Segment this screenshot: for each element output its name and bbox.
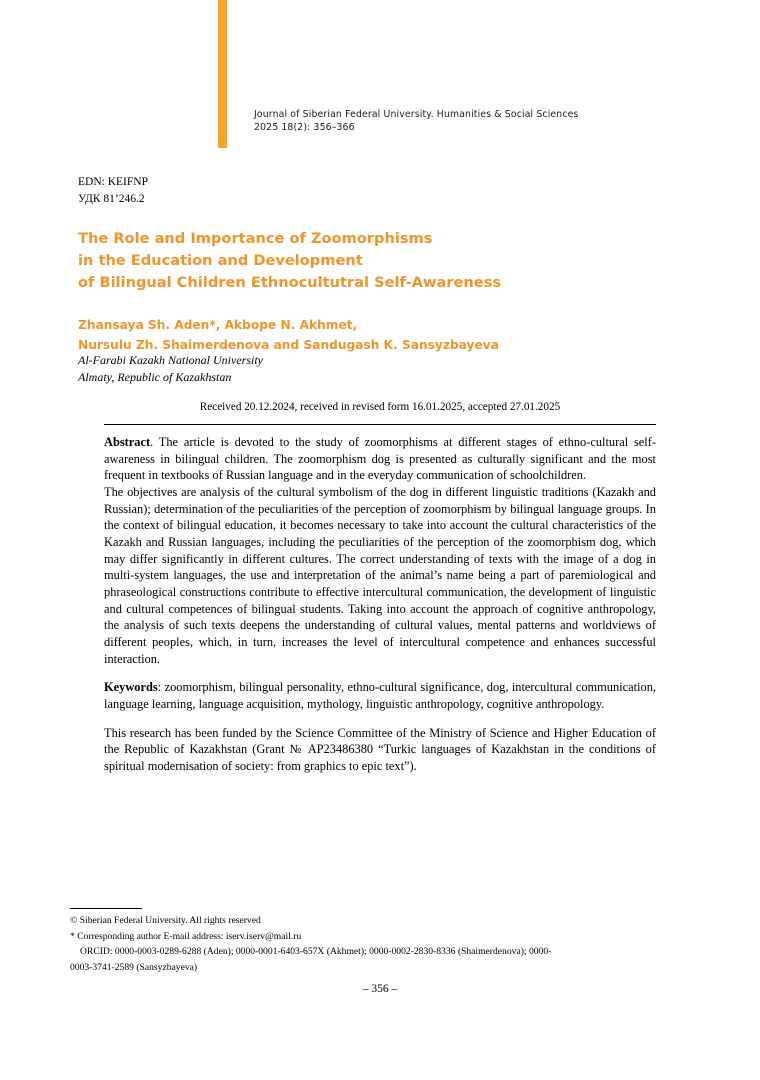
udk-id: УДК 81’246.2 — [78, 193, 145, 206]
footnotes — [70, 913, 670, 975]
page-title — [78, 228, 678, 295]
affiliation-location: Almaty, Republic of Kazakhstan — [78, 370, 232, 385]
funding-paragraph: This research has been funded by the Science Committee of the Ministry of Science and Higher Education of the Republic of Kazakhstan (Grant № AP23486380 “Turkic languages of Kazakhstan in the conditions of spiritual modernisation of society: from graphics to epic text”). — [104, 725, 656, 774]
journal-header — [218, 0, 618, 148]
abstract-paragraph-1 — [104, 434, 656, 484]
abstract-paragraph-2: The objectives are analysis of the cultural symbolism of the dog in different linguistic traditions (Kazakh and Russian); determination of the peculiarities of the perception of zoomorphism by bilingual language groups. In the context of bilingual education, it becomes necessary to take into account the cultural characteristics of the Kazakh and Russian languages, including the peculiarities of the perception of the zoomorphism dog, which may differ significantly in different cultures. The correct understanding of texts with the image of a dog in multi-system languages, the use and interpretation of the animal’s name being a part of paremiological and phraseological constructions contribute to effective intercultural communication, the development of linguistic and cultural competences of bilingual students. Taking into account the approach of cognitive anthropology, the analysis of such texts deepens the understanding of cultural values, mental patterns and worldviews of different peoples, which, in turn, increases the level of intercultural competence and enhances successful interaction. — [104, 485, 656, 666]
copyright-note: © Siberian Federal University. All rights reserved — [70, 915, 261, 926]
author-list — [78, 316, 678, 356]
keywords-text: : zoomorphism, bilingual personality, ethno-cultural significance, dog, intercultural communication, language learning, language acquisition, mythology, linguistic anthropology, cognitive anthropology. — [104, 680, 656, 712]
page-number: – 356 – — [362, 983, 398, 995]
affiliation — [78, 352, 678, 386]
received-dates: Received 20.12.2024, received in revised form 16.01.2025, accepted 27.01.2025 — [199, 401, 561, 413]
footnote-divider — [70, 908, 142, 909]
corresponding-author-note: * Corresponding author E-mail address: iserv.iserv@mail.ru — [70, 930, 302, 942]
orcid-note-line-2: 0003-3741-2589 (Sansyzbayeva) — [70, 961, 198, 973]
orcid-note-line-1: ORCID: 0000-0003-0289-6288 (Aden); 0000-0001-6403-657X (Akhmet); 0000-0002-2830-8336 (Shaimerdenova); 0000- — [80, 946, 552, 958]
accent-bar — [218, 0, 227, 148]
abstract-label: Abstract — [104, 435, 151, 449]
abstract-text-1: . The article is devoted to the study of zoomorphisms at different stages of ethno-cultural self-awareness in bilingual children. The zoomorphism dog is presented as culturally significant and the most frequent in textbooks of Russian language and in the everyday communication of schoolchildren. — [104, 435, 656, 483]
title-line-1: The Role and Importance of Zoomorphisms — [78, 230, 433, 247]
title-line-3: of Bilingual Children Ethnocultutral Self-Awareness — [78, 274, 502, 292]
authors-line-1: Zhansaya Sh. Aden*, Akbope N. Akhmet, — [78, 318, 358, 332]
journal-title-line: Journal of Siberian Federal University. Humanities & Social Sciences — [254, 109, 579, 120]
header-divider — [104, 424, 656, 425]
affiliation-institution: Al-Farabi Kazakh National University — [78, 353, 263, 367]
identifiers — [78, 174, 148, 209]
keywords-label: Keywords — [104, 680, 158, 695]
journal-info — [254, 0, 578, 135]
journal-issue-line: 2025 18(2): 356–366 — [254, 122, 355, 134]
keywords-paragraph — [104, 679, 656, 712]
title-line-2: in the Education and Development — [78, 252, 363, 270]
authors-line-2: Nursulu Zh. Shaimerdenova and Sandugash K. Sansyzbayeva — [78, 337, 499, 352]
edn-id: EDN: KEIFNP — [78, 176, 148, 188]
abstract-body — [104, 434, 656, 775]
